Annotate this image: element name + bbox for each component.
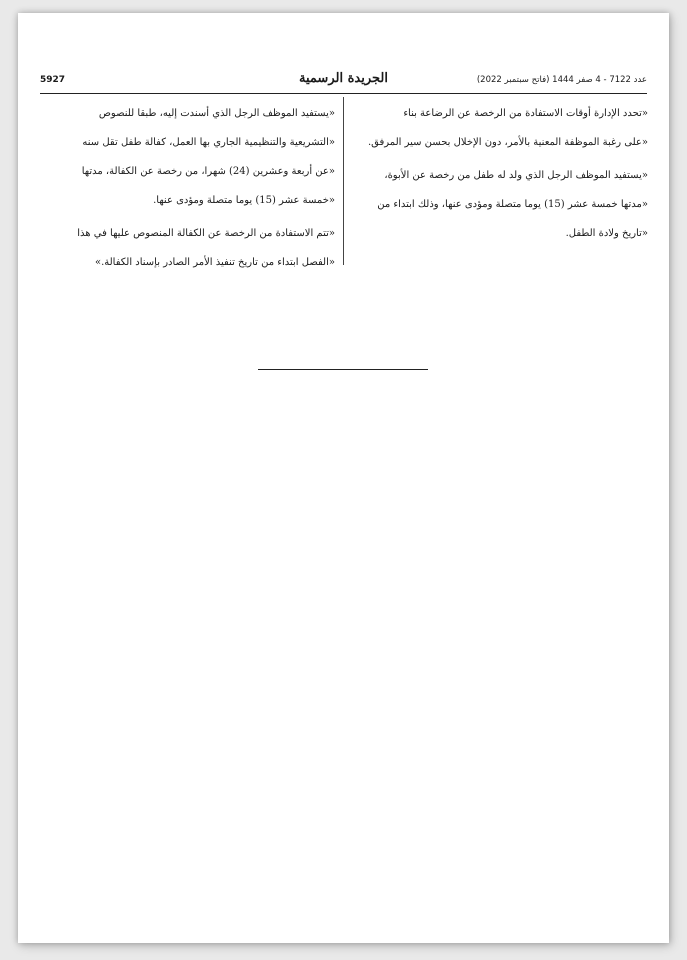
header-divider bbox=[40, 93, 647, 94]
page-header bbox=[40, 71, 647, 93]
document-page bbox=[18, 13, 669, 943]
paragraph-line: «خمسة عشر (15) يوما متصلة ومؤدى عنها. bbox=[153, 195, 335, 206]
paragraph-line: «الفصل ابتداء من تاريخ تنفيذ الأمر الصادر بإسناد الكفالة.» bbox=[94, 257, 335, 268]
paragraph-line: «يستفيد الموظف الرجل الذي ولد له طفل من رخصة عن الأبوة، bbox=[384, 170, 648, 181]
page-number: 5927 bbox=[40, 75, 66, 85]
paragraph-line: «تاريخ ولادة الطفل. bbox=[565, 228, 648, 239]
paragraph-line: «تحدد الإدارة أوقات الاستفادة من الرخصة عن الرضاعة بناء bbox=[403, 108, 648, 119]
paragraph-line: «التشريعية والتنظيمية الجاري بها العمل، كفالة طفل تقل سنه bbox=[82, 137, 335, 148]
paragraph-line: «تتم الاستفادة من الرخصة عن الكفالة المنصوص عليها في هذا bbox=[77, 228, 335, 239]
paragraph-line: «مدتها خمسة عشر (15) يوما متصلة ومؤدى عنها، وذلك ابتداء من bbox=[377, 199, 648, 210]
issue-info: عدد 7122 - 4 صفر 1444 (فاتح سبتمبر 2022) bbox=[476, 75, 647, 85]
column-divider bbox=[343, 97, 344, 265]
section-end-rule bbox=[258, 369, 428, 370]
right-column bbox=[350, 99, 648, 248]
paragraph-line: «على رغبة الموظفة المعنية بالأمر، دون الإخلال بحسن سير المرفق. bbox=[367, 137, 648, 148]
paragraph-line: «يستفيد الموظف الرجل الذي أسندت إليه، طبقا للنصوص bbox=[98, 108, 335, 119]
left-column bbox=[40, 99, 335, 277]
paragraph-line: «عن أربعة وعشرين (24) شهرا، من رخصة عن الكفالة، مدتها bbox=[81, 166, 335, 177]
journal-title: الجريدة الرسمية bbox=[299, 71, 388, 86]
